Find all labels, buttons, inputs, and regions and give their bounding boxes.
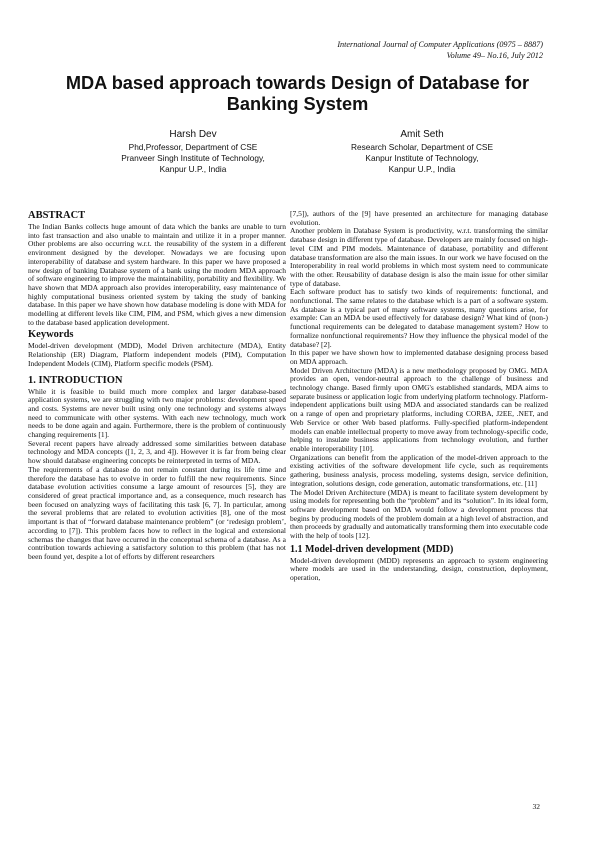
body-paragraph: Several recent papers have already addressed some similarities between database technology and MDA concepts ([1, 2, 3, and 4]). However it is far from being clear how should database engineering concepts be reinterpreted in terms of MDA. xyxy=(28,438,286,466)
page-number: 32 xyxy=(532,802,540,811)
introduction-heading: 1. INTRODUCTION xyxy=(28,374,123,386)
body-paragraph: Model Driven Architecture (MDA) is a new methodology proposed by OMG. MDA provides an open, vendor-neutral approach to the challenge of business and technology change. Based firmly upon OMG's established standards, MDA aims to separate business or application logic from underlying platform technology. Platform-independent applications built using MDA and associated standards can be realized on a range of open and proprietary platforms, including CORBA, J2EE, .NET, and Web Service or other Web based platforms. Fully-specified platform-independent models can enable intellectual property to move away from technology-specific code, helping to insulate business applications from technology evolution, and further enable interoperability [10]. xyxy=(290,365,548,453)
author-name: Amit Seth xyxy=(400,129,444,140)
paper-title: MDA based approach towards Design of Database for Banking System xyxy=(65,73,530,114)
body-paragraph: Model-driven development (MDD) represents an approach to system engineering where models are used in the understanding, design, construction, deployment, operation, xyxy=(290,555,548,583)
author-block-2 xyxy=(302,128,542,176)
author-name: Harsh Dev xyxy=(169,129,217,140)
keywords-text: Model-driven development (MDD), Model Driven architecture (MDA), Entity Relationship (ER) Diagram, Platform independent models (PIM), Computation Independent Models (CIM), Platform specific models (PSM). xyxy=(28,341,286,368)
right-column xyxy=(290,210,548,815)
keywords-heading: Keywords xyxy=(28,329,74,341)
body-paragraph: Organizations can benefit from the application of the model-driven approach to the existing activities of the software development life cycle, such as requirements gathering, business analysis, process modeling, systems design, service definition, integration, solutions design, code generation, automatic transformations, etc. [11] xyxy=(290,452,548,488)
body-paragraph: Another problem in Database System is productivity, w.r.t. transforming the similar database design in different type of database. Developers are mainly focused on high-level CIM and PIM models. Maintenance of database, portability and different database transformation are also the main issues. In our work we have focused on the Interoperability in real world problems in which most system need to communicate with the other. Reusability of database design is also the main issue for other similar type of database. xyxy=(290,226,548,288)
body-paragraph: The Model Driven Architecture (MDA) is meant to facilitate system development by using models for representing both the “problem” and its “solution”. In its ideal form, software development based on MDA would follow a development process that begins by producing models of the problem domain at a high level of abstraction, and then proceeds by gradually and automatically transforming them into executable code with the help of tools [12]. xyxy=(290,487,548,541)
author-affiliation-line: Phd,Professor, Department of CSE xyxy=(128,142,258,152)
author-affiliation-line: Kanpur U.P., India xyxy=(388,164,456,175)
author-affiliation-line: Kanpur Institute of Technology, xyxy=(365,153,479,164)
journal-name: International Journal of Computer Applications (0975 – 8887) xyxy=(337,40,543,49)
body-paragraph: In this paper we have shown how to implemented database designing process based on MDA approach. xyxy=(290,348,548,366)
abstract-heading: ABSTRACT xyxy=(28,210,86,221)
body-paragraph: [7,5]), authors of the [9] have presented an architecture for managing database evolution. xyxy=(290,210,548,227)
body-paragraph: Each software product has to satisfy two kinds of requirements: functional, and nonfunctional. The same relates to the database which is a part of a software system. As database is a typical part of many software systems, many questions arise, for example: Can an MDA be used effectively for database design? What kind of (non-) functional requirements can be delegated to database management system? How to formalize nonfunctional requirements? How they influence the physical model of the database? [2]. xyxy=(290,287,548,349)
abstract-text: The Indian Banks collects huge amount of data which the banks are unable to turn into fast transaction and also unable to maintain and utilize it in a proper manner. Other problems are also occurring w.r.t. the reusability of the system in a different environment designed by the developer. Nowadays we are focusing upon interoperability of database and system hardware. In this paper we have proposed a new design of banking Database system of a bank using the modern MDA approach of software engineering to improve the maintainability, portability and flexibility. We have shown that MDA approach also provides interoperability, easy maintenance of highly computational business oriented system by taking the study of banking database. In this paper we have shown how database modeling is done with MDA for modelling at different levels like CIM, PIM, and PSM, which gives a new dimension to the database based application development. xyxy=(28,222,286,327)
journal-volume: Volume 49– No.16, July 2012 xyxy=(446,50,543,60)
body-paragraph: While it is feasible to build much more complex and larger database-based application systems, we are struggling with two major problems: development speed and costs. Systems are never built using only one technology and systems always need to communicate with other systems. With each new technology, much work needs to be done again and again. Furthermore, there is the problem of continuously changing requirements [1]. xyxy=(28,386,286,440)
author-affiliation-line: Pranveer Singh Institute of Technology, xyxy=(121,153,265,164)
subsection-heading: 1.1 Model-driven development (MDD) xyxy=(290,543,454,555)
left-column xyxy=(28,210,286,815)
author-affiliation-line: Kanpur U.P., India xyxy=(159,164,227,175)
author-affiliation-line: Research Scholar, Department of CSE xyxy=(350,142,494,152)
running-header xyxy=(223,40,543,61)
author-block-1 xyxy=(73,128,313,176)
body-paragraph: The requirements of a database do not remain constant during its life time and therefore the database has to evolve in order to fulfill the new requirements. Since database evolution activities consume a large amount of resources [5], they are considered of great practical importance and, as a consequence, much research has been focused on analyzing ways of facilitating this task [6, 7]. In particular, among the several problems that are related to evolution activities [8], one of the most important is that of “forward database maintenance problem” (or ‘redesign problem’, according to [7]). This problem faces how to reflect in the logical and extensional schemas the changes that have occurred in the conceptual schema of a database. As a contribution towards achieving a satisfactory solution to this problem (that has not been found yet, despite a lot of efforts by different researchers xyxy=(28,464,286,561)
